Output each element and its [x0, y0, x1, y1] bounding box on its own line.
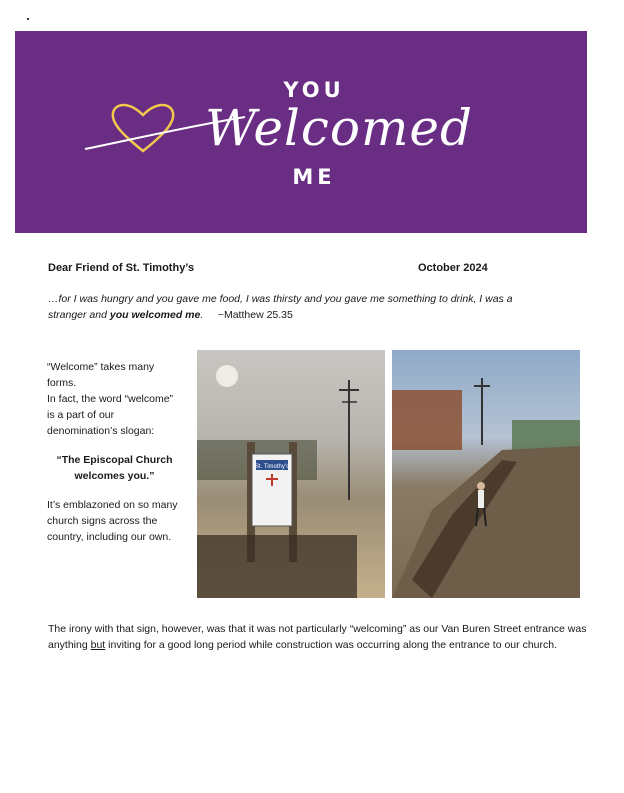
slogan: “The Episcopal Church welcomes you.” — [56, 454, 173, 482]
side-column — [47, 359, 182, 558]
quote-bold: you welcomed me — [109, 309, 201, 321]
scripture-quote — [48, 291, 528, 323]
side-para-2: In fact, the word “welcome” is a part of our denomination’s slogan: — [47, 393, 174, 437]
welcome-banner — [15, 31, 587, 233]
greeting: Dear Friend of St. Timothy’s — [48, 262, 195, 274]
side-para-3: It’s emblazoned on so many church signs across the country, including our own. — [47, 499, 178, 543]
letter-date: October 2024 — [418, 262, 488, 274]
quote-text: …for I was hungry and you gave me food, I was thirsty and you gave me something to drink, I was a stranger and — [48, 293, 513, 321]
closing-paragraph — [48, 621, 588, 653]
closing-underlined: but — [90, 639, 106, 651]
banner-welcomed: Welcomed — [205, 99, 474, 157]
quote-end: . — [200, 309, 204, 321]
page-dot — [27, 18, 29, 20]
church-sign-illustration — [197, 350, 385, 598]
construction-illustration — [392, 350, 580, 598]
sign-name: St. Timothy’s — [254, 464, 290, 470]
banner-you: YOU — [283, 78, 345, 102]
church-sign-photo — [197, 350, 385, 598]
letter-heading — [48, 262, 488, 274]
side-para-1: “Welcome” takes many forms. — [47, 361, 155, 389]
heart-icon — [113, 105, 173, 151]
closing-text: The irony with that sign, however, was that it was not particularly “welcoming” as our Van Buren Street entrance was anything — [48, 623, 587, 651]
construction-photo — [392, 350, 580, 598]
banner-me: ME — [292, 165, 336, 189]
closing-text-end: inviting for a good long period while construction was occurring along the entrance to our church. — [105, 639, 557, 651]
quote-reference: ~Matthew 25.35 — [217, 309, 293, 321]
